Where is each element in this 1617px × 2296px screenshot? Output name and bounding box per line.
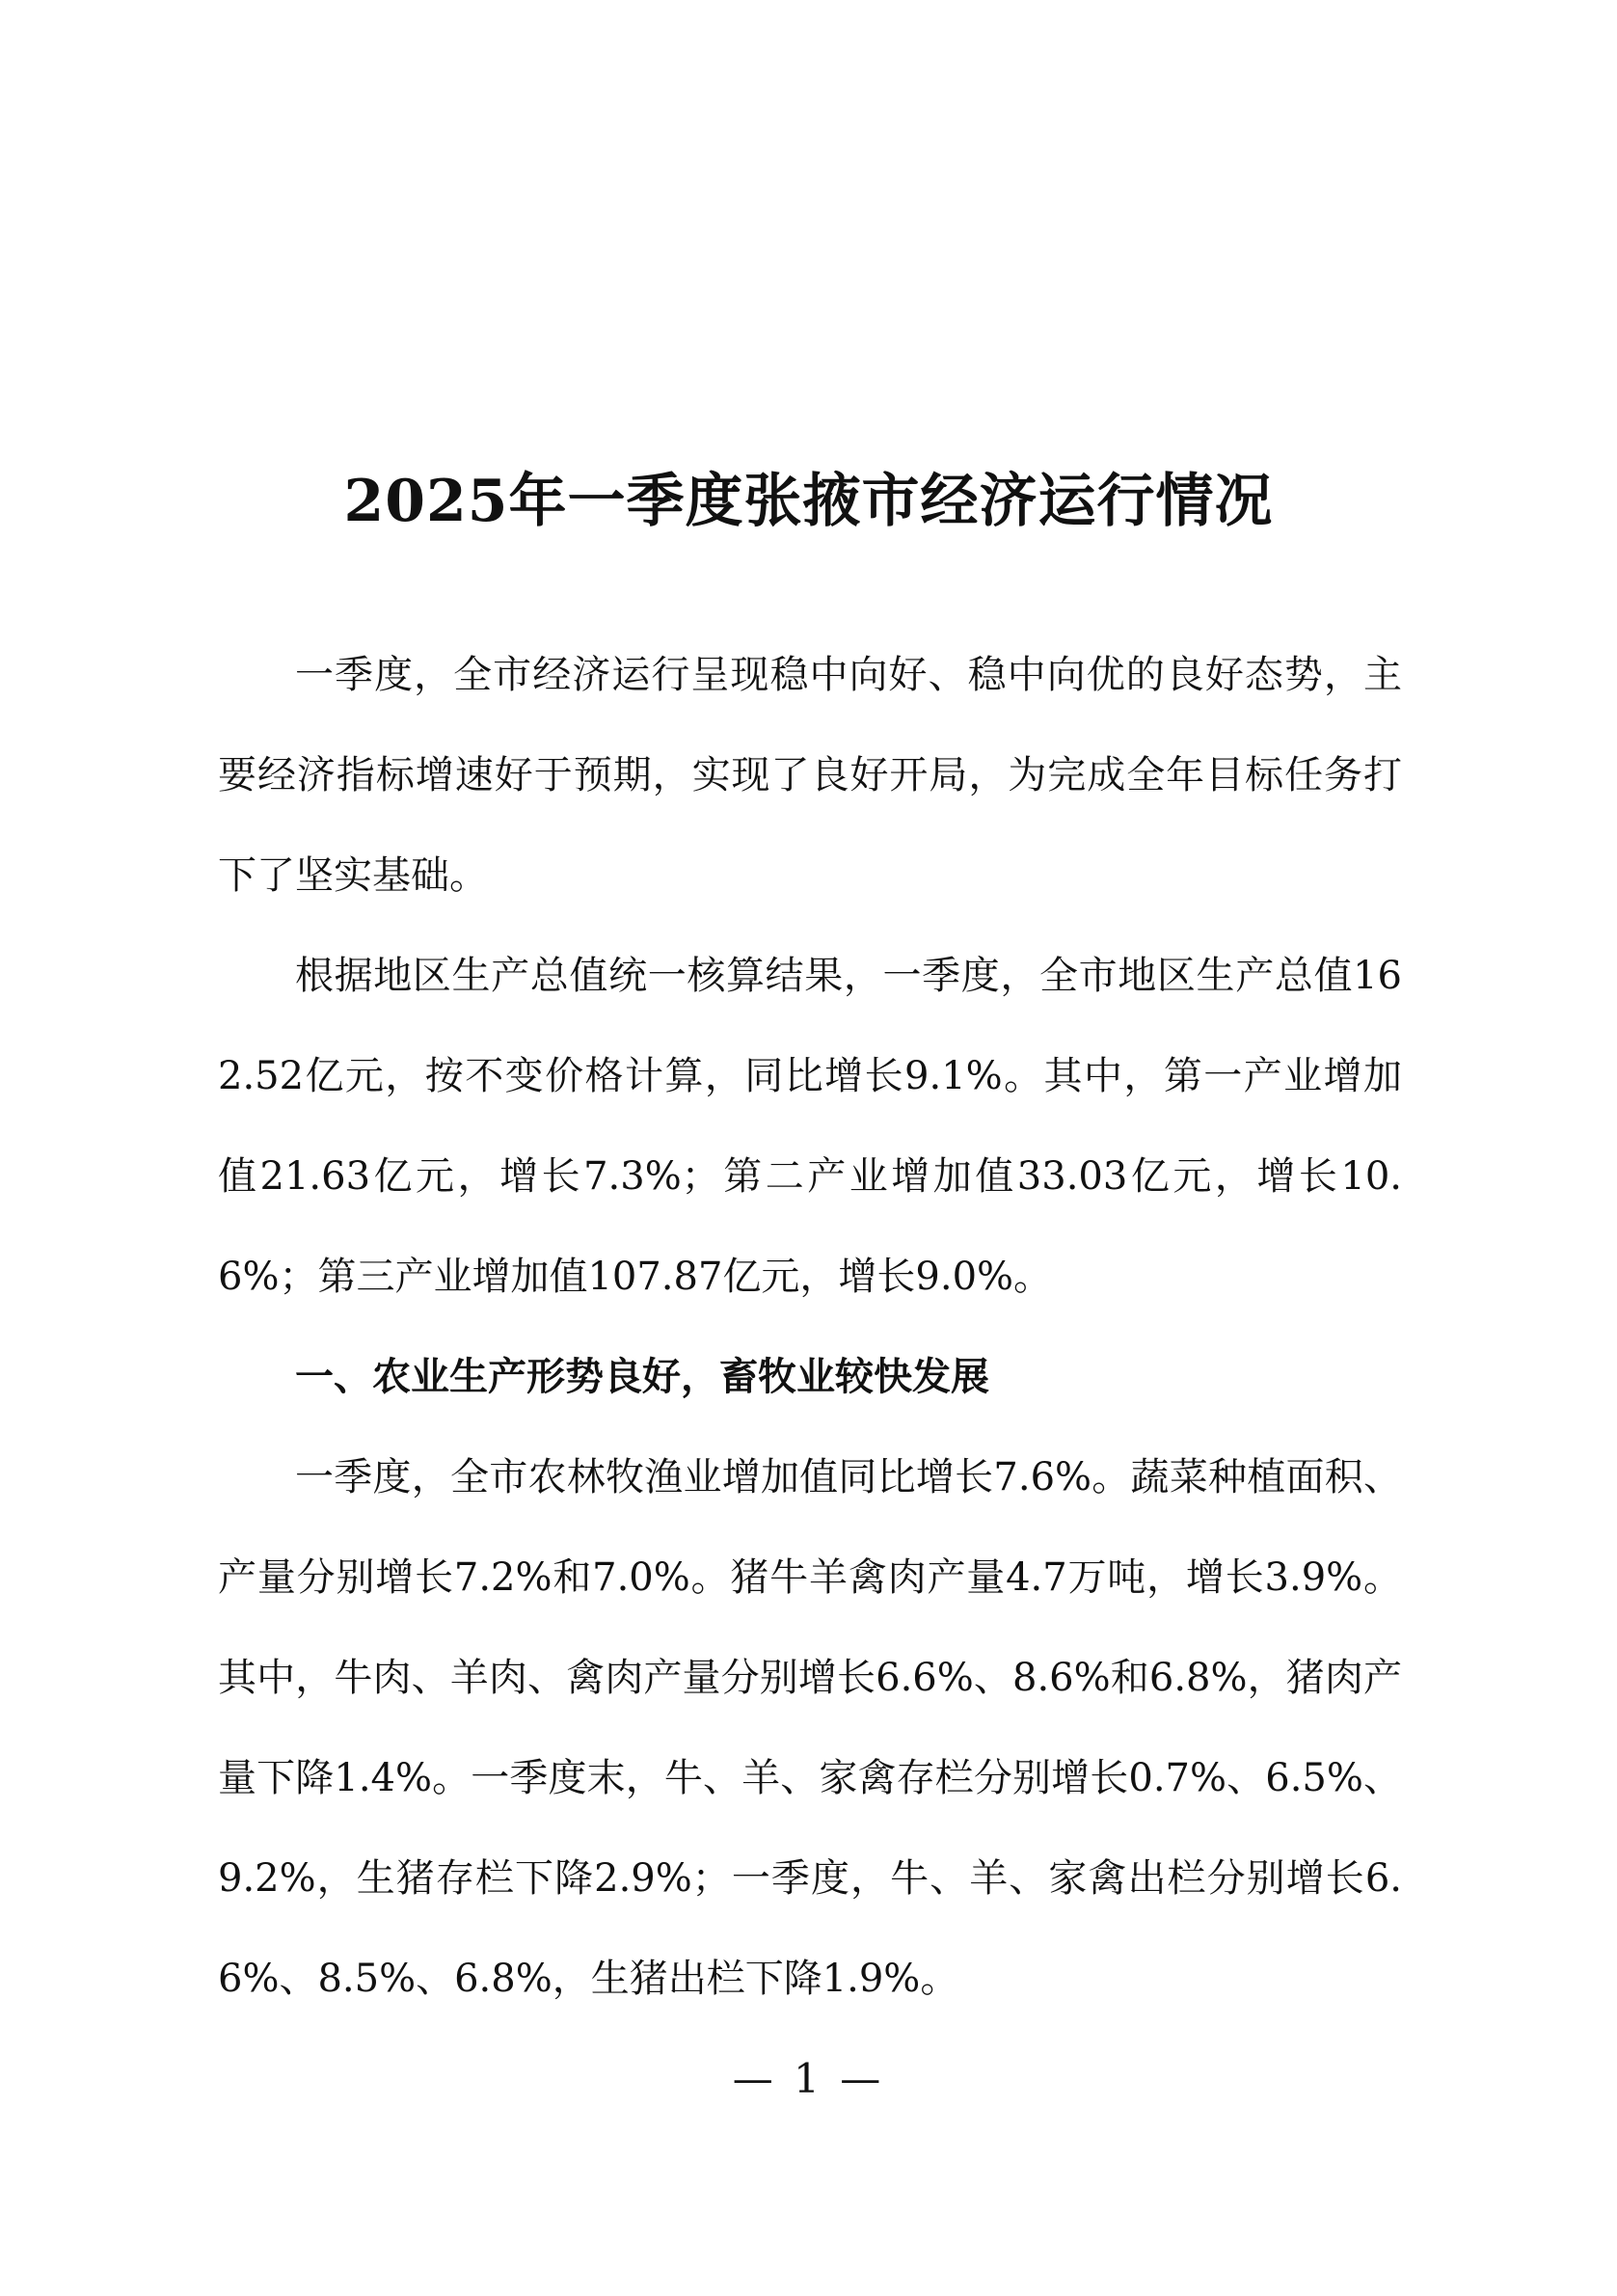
intro-paragraph: 一季度，全市经济运行呈现稳中向好、稳中向优的良好态势，主要经济指标增速好于预期，实现了良好开局，为完成全年目标任务打下了坚实基础。 [218,653,1402,898]
gdp-paragraph: 根据地区生产总值统一核算结果，一季度，全市地区生产总值162.52亿元，按不变价格计算，同比增长9.1%。其中，第一产业增加值21.63亿元，增长7.3%；第二产业增加值33.03亿元，增长10.6%；第三产业增加值107.87亿元，增长9.0%。 [218,954,1402,1299]
section-heading-agriculture: 一、农业生产形势良好，畜牧业较快发展 [295,1355,989,1399]
document-body [218,625,1402,2029]
page-number: — 1 — [732,2055,885,2102]
agriculture-paragraph: 一季度，全市农林牧渔业增加值同比增长7.6%。蔬菜种植面积、产量分别增长7.2%和7.0%。猪牛羊禽肉产量4.7万吨，增长3.9%。其中，牛肉、羊肉、禽肉产量分别增长6.6%、8.6%和6.8%，猪肉产量下降1.4%。一季度末，牛、羊、家禽存栏分别增长0.7%、6.5%、9.2%，生猪存栏下降2.9%；一季度，牛、羊、家禽出栏分别增长6.6%、8.5%、6.8%，生猪出栏下降1.9%。 [218,1455,1402,2001]
document-title: 2025年一季度张掖市经济运行情况 [343,468,1274,536]
